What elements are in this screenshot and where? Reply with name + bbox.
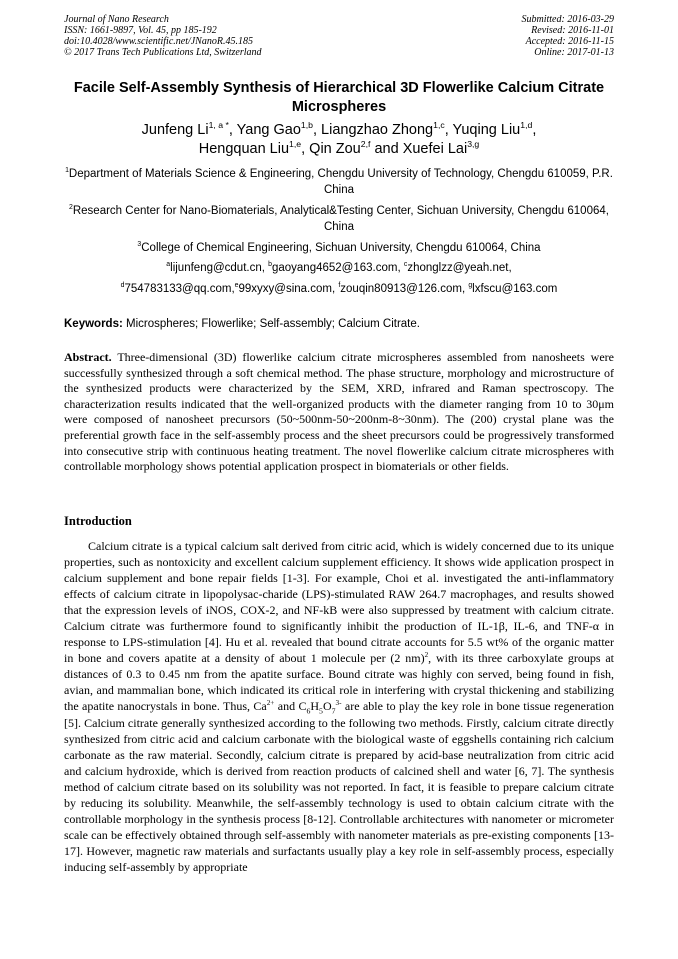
email-link[interactable]: lxfscu@163.com	[472, 283, 558, 295]
author-list	[60, 121, 618, 159]
email-tag: g	[468, 282, 473, 290]
keywords-label: Keywords:	[64, 318, 123, 330]
journal-issn: ISSN: 1661-9897, Vol. 45, pp 185-192	[64, 25, 217, 36]
affiliation-text: Research Center for Nano-Biomaterials, Analytical&Testing Center, Sichuan University, Chengdu 610064, China	[72, 205, 609, 233]
author-affiliation-mark: 1,e	[289, 139, 302, 150]
email-line-1: $^a$lijunfeng@cdut.cn, $^b$gaoyang4652@163.com, $^c$zhonglzz@yeah.net,	[166, 261, 512, 274]
superscript: 3-	[335, 699, 342, 708]
revised-date: Revised: 2016-11-01	[531, 25, 614, 36]
affiliation-text: College of Chemical Engineering, Sichuan University, Chengdu 610064, China	[141, 242, 541, 254]
abstract-label: Abstract.	[64, 350, 112, 364]
affiliation-number: 2	[69, 204, 73, 212]
author-name: Liangzhao Zhong	[321, 122, 434, 138]
author-separator: ,	[228, 122, 237, 138]
author-separator: ,	[312, 122, 322, 138]
author-name: Xuefei Lai	[402, 141, 468, 157]
subscript: 6	[306, 706, 311, 716]
author-affiliation-mark: 1,b	[300, 120, 313, 131]
email-link[interactable]: zhonglzz@yeah.net	[407, 262, 509, 274]
author-affiliation-mark: 2,f	[360, 139, 371, 150]
email-tag: d	[120, 282, 125, 290]
author-affiliation-mark: 1,d	[520, 120, 533, 131]
author-separator: ,	[301, 141, 310, 157]
accepted-date: Accepted: 2016-11-15	[525, 36, 614, 47]
affiliation-number: 3	[137, 241, 142, 249]
author-affiliation-mark: 1,c	[433, 120, 445, 131]
journal-copyright: © 2017 Trans Tech Publications Ltd, Switzerland	[64, 47, 262, 58]
author-separator: and	[370, 141, 403, 157]
author-affiliation-mark: 1, a *	[208, 120, 229, 131]
subscript: 7	[331, 706, 336, 716]
author-separator: ,	[444, 122, 453, 138]
email-tag: e	[234, 282, 239, 290]
journal-header-left	[64, 14, 262, 58]
email-link[interactable]: lijunfeng@cdut.cn	[170, 262, 262, 274]
email-line-2: $^d$754783133@qq.com,$^e$99xyxy@sina.com, $^f$zouqin80913@126.com, $^g$lxfscu@163.com	[120, 282, 558, 295]
submitted-date: Submitted: 2016-03-29	[521, 14, 614, 25]
author-separator: ,	[532, 122, 537, 138]
body-text: and C	[274, 699, 307, 714]
journal-header-right	[522, 14, 615, 58]
email-link[interactable]: zouqin80913@126.com	[340, 283, 462, 295]
author-name: Yang Gao	[236, 122, 301, 138]
online-date: Online: 2017-01-13	[534, 47, 614, 58]
author-name: Qin Zou	[309, 141, 361, 157]
body-text: O	[322, 699, 332, 714]
body-text: H	[310, 699, 320, 714]
section-heading-introduction: Introduction	[64, 514, 132, 528]
affiliation-3	[60, 240, 618, 256]
author-name: Hengquan Liu	[198, 141, 290, 157]
author-name: Yuqing Liu	[452, 122, 521, 138]
affiliation-1	[60, 166, 618, 198]
author-affiliation-mark: 3,g	[467, 139, 480, 150]
email-link[interactable]: 754783133@qq.com	[124, 283, 232, 295]
superscript: 2	[424, 651, 429, 660]
email-tag: f	[338, 282, 341, 290]
body-text: , with its three carboxylate groups at distances of 0.3 to 0.45 nm from the apatite surface. Bound citrate was highly con served, being found in fish, avian, and mammalian bone, which indicated its critical role in interfering with crystal thickening and stabilizing the apatite nanocrystals in bone. Thus, Ca	[64, 651, 614, 714]
email-tag: a	[166, 261, 171, 269]
email-link[interactable]: 99xyxy@sina.com	[238, 283, 332, 295]
body-text: are able to play the key role in bone tissue regeneration [5]. Calcium citrate generally synthesized according to the following two methods. Firstly, calcium citrate directly synthesized from citric acid and calcium carbonate with the biological waste of eggshells containing rich calcium carbonate as the raw material. Secondly, calcium citrate is prepared by acid-base neutralization from citric acid and calcium hydroxide, which is derived from reaction products of calcined shell and water [6, 7]. The synthesis method of calcium citrate based on its solubility was not reported. In fact, it is feasible to prepare calcium citrate by reducing its solubility. Meanwhile, the self-assembly technology is used to obtain calcium citrate with the controllable morphology in the synthesis process [8-12]. Controllable architectures with nanometer or micrometer scale can be effectively obtained through self-assembly with nanometer materials as pre-existing components [13-17]. However, magnetic raw materials and surfactants usually play a key role in self-assembly process, especially inducing self-assembly by appropriate	[64, 699, 614, 874]
journal-name: Journal of Nano Research	[64, 14, 169, 25]
body-text: Calcium citrate is a typical calcium salt derived from citric acid, which is widely concerned due to its unique properties, such as nontoxicity and excellent calcium supplement efficiency. It shows wide application prospect in calcium supplement and bone repair fields [1-3]. For example, Choi et al. investigated the anti-inflammatory effects of calcium citrate in lipopolysac-charide (LPS)-stimulated RAW 264.7 macrophages, and results showed that the expression levels of iNOS, COX-2, and NF-kB were also suppressed by treatment with calcium citrate. Calcium citrate was furthermore found to significantly inhibit the production of IL-1β, IL-6, and TNF-α in response to LPS-stimulation [4]. Hu et al. revealed that bound citrate accounts for 5.5 wt% of the organic matter in bone and covers apatite at a density of about 1 molecule per (2 nm)	[64, 539, 614, 666]
affiliation-text: Department of Materials Science & Engineering, Chengdu University of Technology, Chengdu 610059, P.R. China	[68, 168, 613, 196]
email-tag: b	[268, 261, 272, 269]
superscript: 2+	[266, 699, 275, 708]
abstract-text: Three-dimensional (3D) flowerlike calcium citrate microspheres assembled from nanosheets were successfully synthesized through a soft chemical method. The phase structure, morphology and microstructure of the synthesized products were characterized by the SEM, XRD, infrared and Raman spectroscopy. The characterization results indicated that the well-organized products with the diameter ranging from 10 to 30μm were composed of nanosheet precursors (50~500nm-50~200nm-8~30nm). The (200) crystal plane was the preferential growth face in the self-assembly process and the sheet precursors could be progressively transformed into consecutive strip with continuous heating treatment. The novel flowerlike calcium citrate microspheres with controllable morphology shows potential application prospect in biomaterials or other fields.	[64, 350, 614, 474]
subscript: 5	[319, 706, 323, 716]
journal-doi: doi:10.4028/www.scientific.net/JNanoR.45.185	[64, 36, 253, 47]
author-name: Junfeng Li	[141, 122, 209, 138]
email-link[interactable]: gaoyang4652@163.com	[271, 262, 398, 274]
paper-title: Facile Self-Assembly Synthesis of Hierarchical 3D Flowerlike Calcium Citrate Microspheres	[73, 80, 605, 115]
introduction-paragraph	[64, 538, 614, 875]
affiliation-number: 1	[65, 167, 69, 175]
keywords-text: Microspheres; Flowerlike; Self-assembly; Calcium Citrate.	[126, 318, 420, 330]
keywords	[64, 316, 614, 332]
abstract	[64, 350, 614, 475]
email-tag: c	[403, 261, 408, 269]
affiliation-2	[60, 203, 618, 235]
